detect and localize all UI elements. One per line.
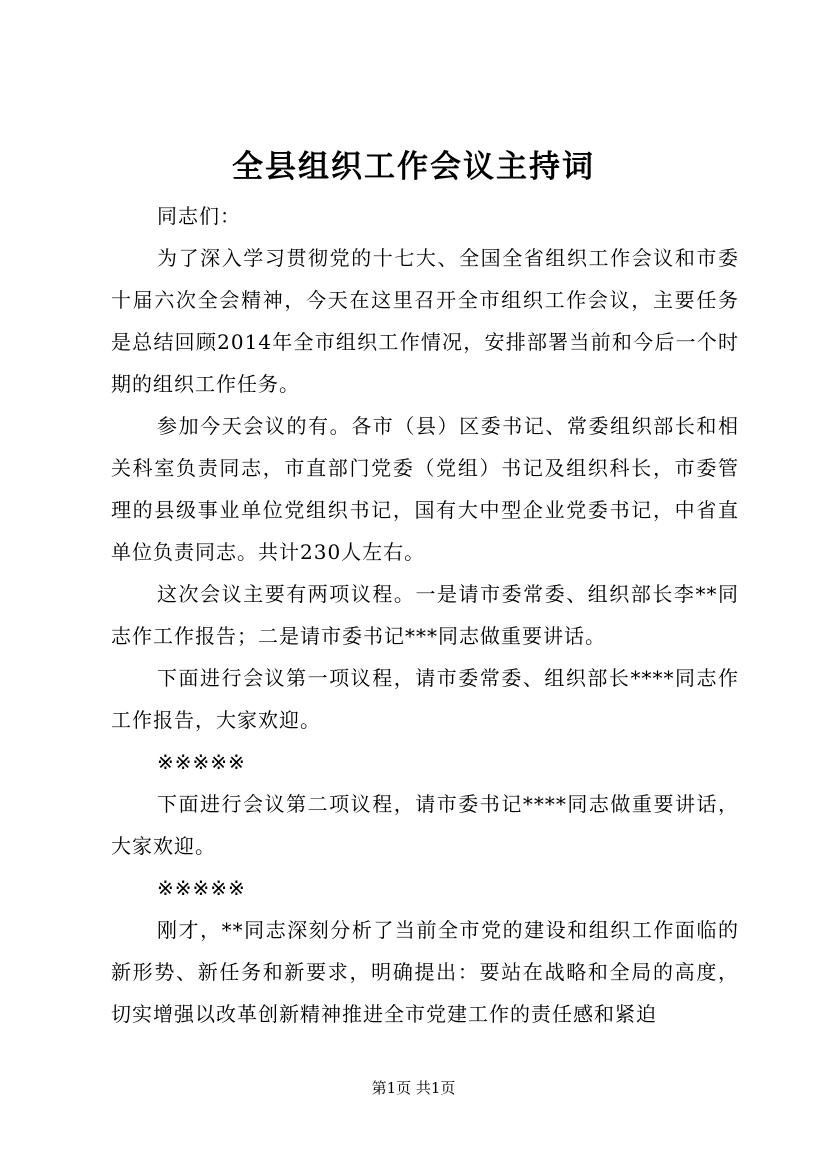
paragraph-second-item: 下面进行会议第二项议程，请市委书记****同志做重要讲话，大家欢迎。 bbox=[111, 792, 739, 858]
paragraph-agenda: 这次会议主要有两项议程。一是请市委常委、组织部长李**同志作工作报告；二是请市委书记***同志做重要讲话。 bbox=[111, 582, 739, 648]
paragraph-separator: ※※※※※ bbox=[157, 876, 246, 900]
paragraph-salutation: 同志们： bbox=[157, 204, 241, 228]
paragraph-attendees: 参加今天会议的有。各市（县）区委书记、常委组织部长和相关科室负责同志，市直部门党委（党组）书记及组织科长，市委管理的县级事业单位党组织书记，国有大中型企业党委书记，中省直单位负责同志。共计230人左右。 bbox=[111, 414, 739, 564]
paragraph-first-item: 下面进行会议第一项议程，请市委常委、组织部长****同志作工作报告，大家欢迎。 bbox=[111, 666, 739, 732]
paragraph-purpose: 为了深入学习贯彻党的十七大、全国全省组织工作会议和市委十届六次全会精神，今天在这里召开全市组织工作会议，主要任务是总结回顾2014年全市组织工作情况，安排部署当前和今后一个时期的组织工作任务。 bbox=[111, 246, 739, 396]
paragraph-separator: ※※※※※ bbox=[157, 750, 246, 774]
document-body bbox=[111, 195, 739, 1035]
paragraph-summary: 刚才，**同志深刻分析了当前全市党的建设和组织工作面临的新形势、新任务和新要求，明确提出：要站在战略和全局的高度，切实增强以改革创新精神推进全市党建工作的责任感和紧迫 bbox=[111, 918, 739, 1026]
page-footer: 第1页 共1页 bbox=[371, 1079, 456, 1097]
document-title: 全县组织工作会议主持词 bbox=[232, 149, 595, 185]
